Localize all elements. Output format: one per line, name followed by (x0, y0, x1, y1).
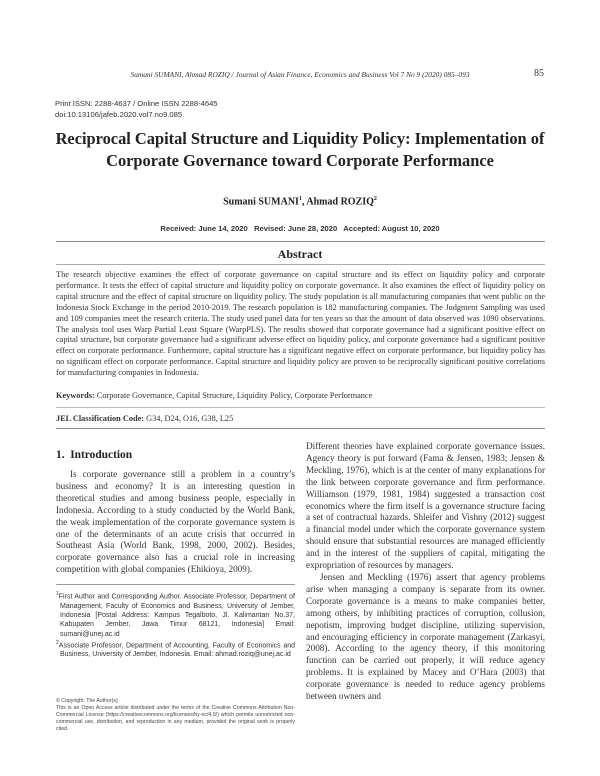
keywords-text: Corporate Governance, Capital Structure, Liquidity Policy, Corporate Performance (94, 391, 373, 400)
footnote-1 (56, 590, 295, 639)
footnote-divider (56, 584, 295, 585)
keywords (56, 391, 545, 400)
abstract-heading: Abstract (277, 247, 323, 261)
footnote-1-marker: 1 (56, 591, 59, 597)
jel-label: JEL Classification Code: (56, 414, 145, 423)
title-line-2: Corporate Governance toward Corporate Performance (106, 151, 494, 170)
doi: doi:10.13106/jafeb.2020.vol7.no9.085 (55, 110, 183, 119)
footnote-1-text: First Author and Corresponding Author. Associate Professor, Department of Management, Faculty of Economics and Business, University of Jember, Indonesia [Postal Address: Kampus Tegalboto, Jl. Kalimantan No.37, Kabupaten Jember, Jawa Timur 68121, Indonesia] Email: sumani@unej.ac.id (58, 593, 295, 638)
footnotes (56, 590, 295, 660)
abstract-text: The research objective examines the effect of corporate governance on capital structure and its effect on liquidity policy and corporate performance. It tests the effect of capital structure and liquidity policy on corporate governance. It also examines the effect of liquidity policy on capital structure and the effect of capital structure on liquidity policy. The study population is all manufacturing companies that went public on the Indonesia Stock Exchange in the period 2010-2019. The research population is 182 manufacturing companies. The Judgment Sampling was used and 109 companies meet the research criteria. The study used panel data for ten years so that the amount of data observed was 1090 observations. The analysis tool uses Warp Partial Least Square (WarpPLS). The results showed that corporate governance had a significant positive effect on capital structure, but corporate governance had a significant adverse effect on liquidity policy, and corporate governance had a significant positive effect on corporate performance. Furthermore, capital structure has a significant negative effect on corporate performance, but liquidity policy has no significant effect on corporate performance. Capital structure and liquidity policy are proven to be reciprocally significant positive correlations for manufacturing companies in Indonesia. (56, 270, 545, 378)
jel-text: G34, D24, O16, G38, L25 (144, 414, 234, 423)
authors (0, 196, 600, 207)
page-number: 85 (534, 68, 544, 79)
article-title (40, 128, 560, 172)
title-line-1: Reciprocal Capital Structure and Liquidity Policy: Implementation of (55, 129, 545, 148)
footnote-2 (56, 639, 295, 660)
intro-right-column (306, 441, 545, 703)
received-dates: Received: June 14, 2020 Revised: June 28, 2020 Accepted: August 10, 2020 (160, 224, 440, 233)
divider-jel (56, 428, 545, 429)
divider-keywords (56, 407, 545, 408)
issn-block (55, 98, 218, 120)
introduction-heading: 1. Introduction (56, 449, 133, 461)
intro-paragraph-1: Is corporate governance still a problem in a country’s business and economy? It is an interesting question in theoretical studies and among business people, especially in Indonesia. According to a study conducted by the World Bank, the weak implementation of the corporate governance system is one of the determinants of an acute crisis that occurred in Southeast Asia (World Bank, 1998, 2000, 2002). Besides, corporate governance also has a crucial role in increasing competition with global companies (Ehikioya, 2009). (56, 469, 295, 575)
jel-codes (56, 414, 545, 423)
footnote-2-text: Associate Professor, Department of Accounting, Faculty of Economics and Business, University of Jember, Indonesia. Email: ahmad.roziq@unej.ac.id (58, 642, 295, 659)
author-1-sup: 1 (298, 196, 302, 202)
copyright-line: © Copyright: The Author(s) (56, 698, 118, 704)
intro-left-column (56, 469, 295, 576)
divider-top (56, 241, 545, 242)
intro-paragraph-2: Different theories have explained corporate governance issues. Agency theory is put forward (Fama & Jensen, 1983; Jensen & Meckling, 1976), which is at the center of many explanations for the link between corporate governance and firm performance. Williamson (1979, 1981, 1984) suggested a transaction cost economics where the firm itself is a governance structure facing a set of contractual hazards. Shleifer and Vishny (2012) suggest a financial model under which the corporate governance system should ensure that substantial resources are managed efficiently and in the interest of the suppliers of capital, mitigating the expropriation of resources by managers. (306, 441, 545, 571)
running-head: Sumani SUMANI, Ahmad ROZIQ / Journal of Asian Finance, Economics and Business Vol 7 No 9 (2020) 085–093 (130, 70, 470, 79)
author-2: Ahmad ROZIQ (306, 196, 374, 208)
author-2-sup: 2 (373, 196, 377, 202)
copyright-block (56, 698, 295, 733)
footnote-2-marker: 2 (56, 639, 59, 646)
issn: Print ISSN: 2288-4637 / Online ISSN 2288-4645 (55, 99, 218, 108)
keywords-label: Keywords: (56, 391, 95, 400)
author-1: Sumani SUMANI (223, 196, 299, 208)
divider-abstract (56, 264, 545, 265)
license-text: This is an Open Access article distributed under the terms of the Creative Commons Attribution Non-Commercial License (https://creativecommons.org/licenses/by-nc/4.0/) which permits unrestricted non-commercial use, distribution, and reproduction in any medium, provided the original work is properly cited. (56, 705, 295, 732)
author-separator: , (301, 196, 307, 208)
intro-paragraph-3: Jensen and Meckling (1976) assert that agency problems arise when managing a company is separate from its owner. Corporate governance is a means to make companies better, among others, by inhibiting practices of corruption, collusion, nepotism, improving budget discipline, utilizing supervision, and encouraging efficiency in corporate management (Zarkasyi, 2008). According to the agency theory, if this monitoring function can be carried out properly, it will reduce agency problems. It is explained by Macey and O’Hara (2003) that corporate governance is needed to reduce agency problems between owners and (306, 571, 545, 702)
